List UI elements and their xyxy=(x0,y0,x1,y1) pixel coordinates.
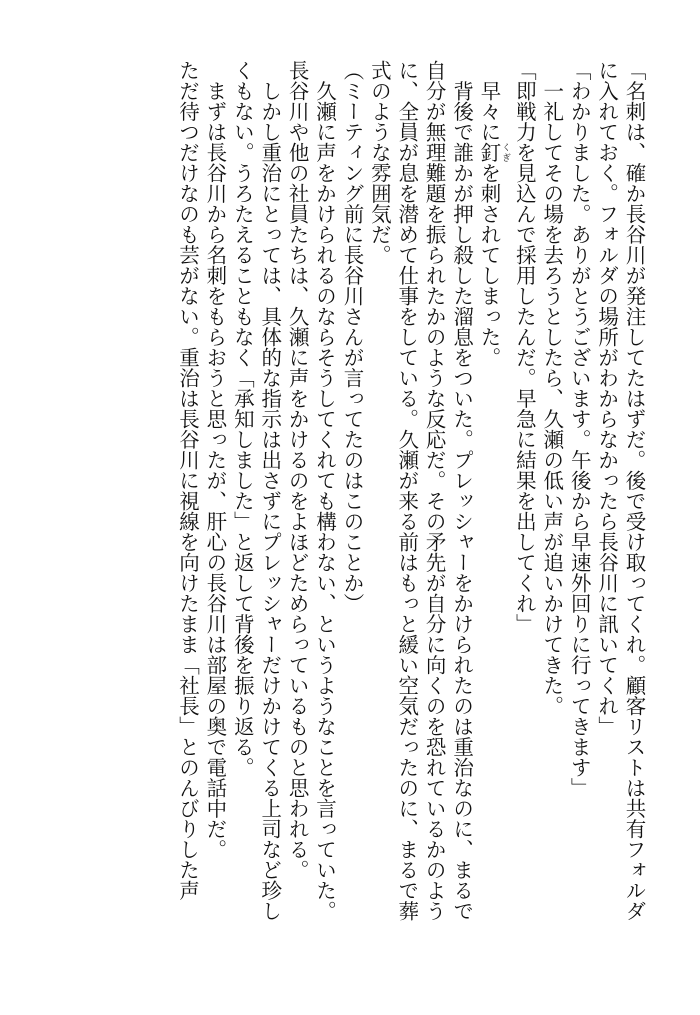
text-line-7: 背後で誰かが押し殺した溜息をついた。プレッシャーをかけられたのは重治なのに、まるで xyxy=(449,60,474,921)
ruby-word xyxy=(476,142,510,163)
text-line-ruby xyxy=(475,60,510,960)
vertical-text-block xyxy=(173,60,647,960)
text-line-12: 久瀬に声をかけられるのならそうしてくれても構わない、というようなことを言っていた。 xyxy=(312,60,337,921)
ruby-line-before: 早々に xyxy=(476,60,501,142)
text-line-10: 式のような雰囲気だ。 xyxy=(367,60,392,265)
text-line-2: に入れておく。フォルダの場所がわからなかったら長谷川に訊いてくれ」 xyxy=(594,60,619,737)
text-line-5: 「即戦力を見込んで採用したんだ。早急に結果を出してくれ」 xyxy=(512,60,537,634)
text-line-17: ただ待つだけなのも芸がない。重治は長谷川に視線を向けたまま「社長」とのんびりした声 xyxy=(175,60,200,901)
text-line-11: （ミーティング前に長谷川さんが言ってたのはこのことか） xyxy=(339,60,364,614)
ruby-reading: くぎ xyxy=(499,142,510,163)
text-line-14: しかし重治にとっては、具体的な指示は出さずにプレッシャーだけかけてくる上司など珍し xyxy=(257,60,282,921)
text-line-9: に、全員が息を潜めて仕事をしている。久瀬が来る前はもっと緩い空気だったのに、まるで葬 xyxy=(394,60,419,921)
text-line-13: 長谷川や他の社員たちは、久瀬に声をかけるのをよほどためらっているものと思われる。 xyxy=(285,60,310,880)
ruby-line-after: を刺されてしまった。 xyxy=(476,162,501,368)
text-line-15: くもない。うろたえることもなく「承知しました」と返して背後を振り返る。 xyxy=(230,60,255,778)
text-line-4: 一礼してその場を去ろうとしたら、久瀬の低い声が追いかけてきた。 xyxy=(539,60,564,716)
text-line-8: 自分が無理難題を振られたかのような反応だ。その矛先が自分に向くのを恐れているかのよう xyxy=(422,60,447,921)
text-line-3: 「わかりました。ありがとうございます。午後から早速外回りに行ってきます」 xyxy=(567,60,592,798)
ruby-base: 釘 xyxy=(476,142,501,163)
text-line-16: まずは長谷川から名刺をもらおうと思ったが、肝心の長谷川は部屋の奥で電話中だ。 xyxy=(202,60,227,860)
text-line-1: 「名刺は、確か長谷川が発注してたはずだ。後で受け取ってくれ。顧客リストは共有フォルダ xyxy=(622,60,646,921)
